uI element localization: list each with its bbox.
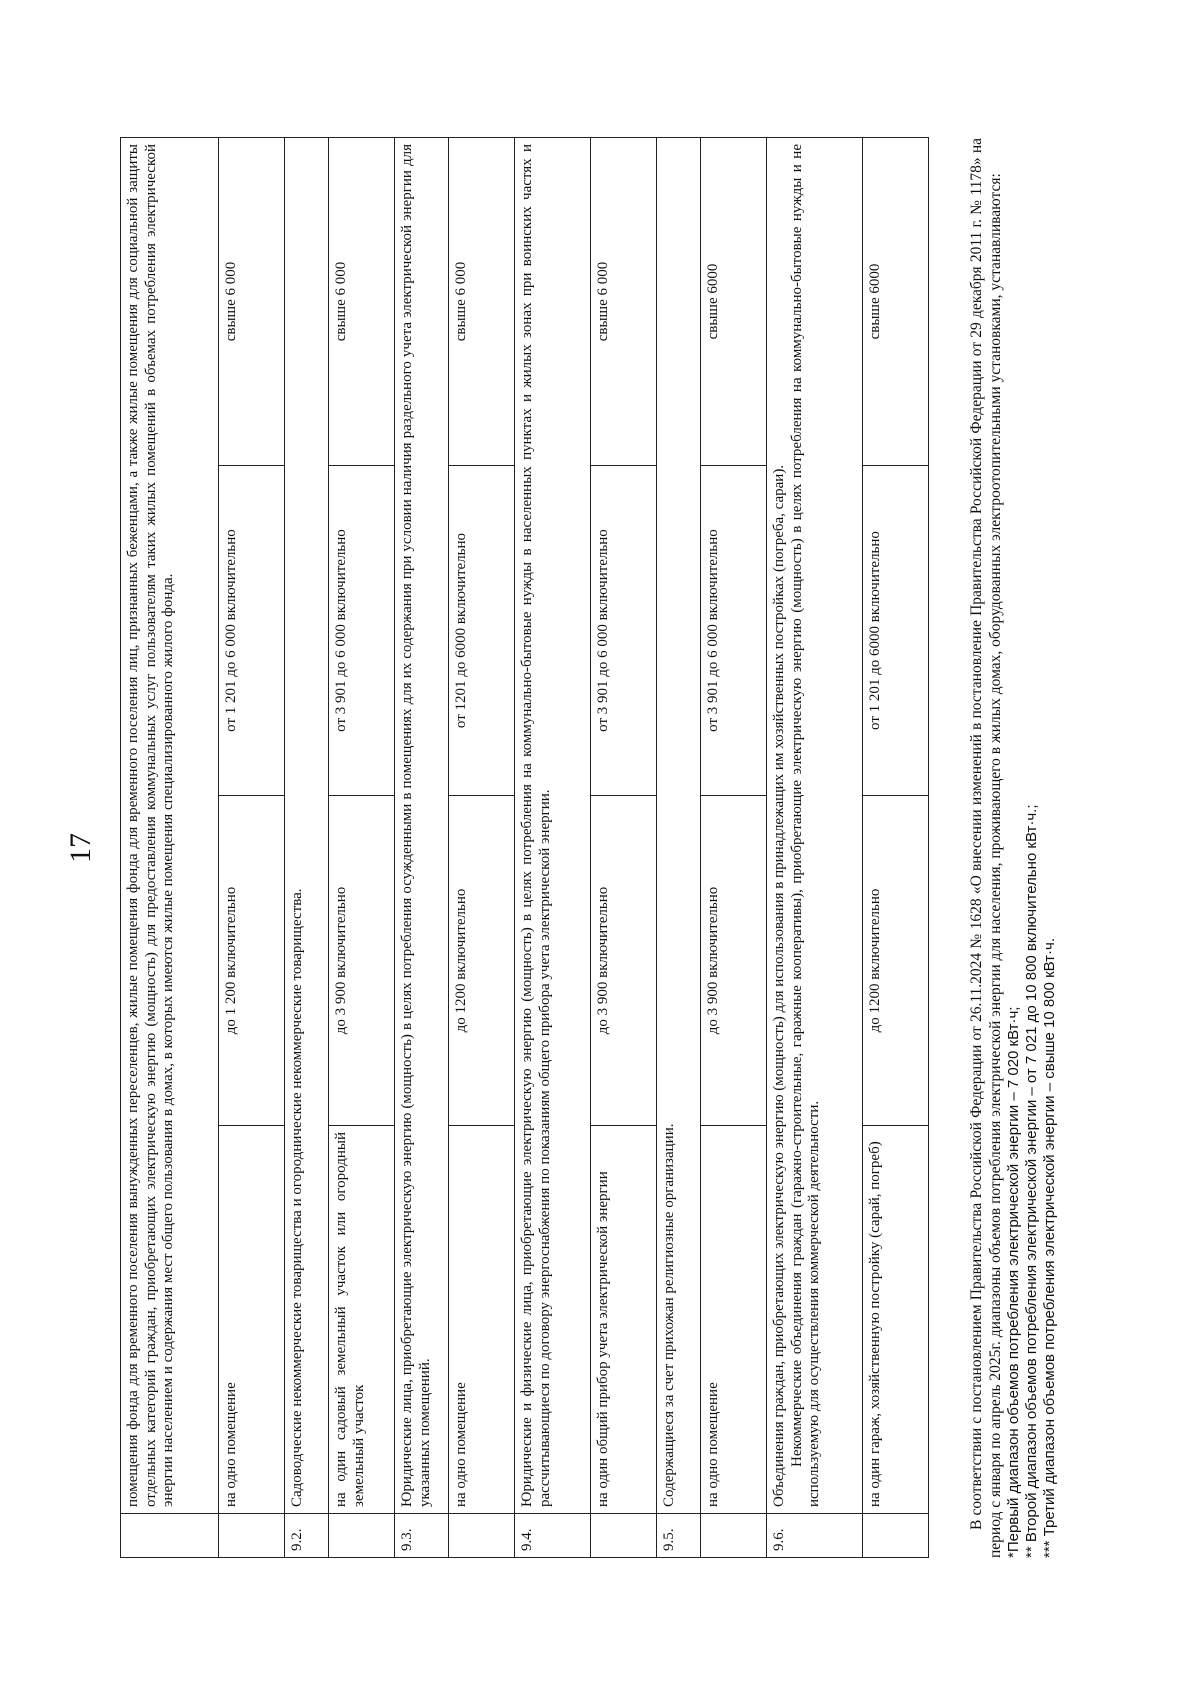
resolution-paragraph: В соответствии с постановлением Правительства Российской Федерации от 26.11.2024 № 1628 «О внесении изменений в постановление Правительства Российской Федерации от 29 декабря 2011 г. № 1178» на период с января по апрель 2025г. диапазоны объемов потребления электрической энергии для населения, проживающего в жилых домах, оборудованных электроотопительными установками, устанавливаются: <box>968 138 1004 1558</box>
footnote-first-range: *Первый диапазон объемов потребления электрической энергии – 7 020 кВт·ч; <box>1005 1006 1023 1558</box>
table-row <box>219 138 285 1558</box>
table-row <box>395 138 449 1558</box>
category-text-part-1: Объединения граждан, приобретающих электрическую энергию (мощность) для использования в принадлежащих им хозяйственных постройках (погреба, сараи). <box>771 464 787 1507</box>
footnote-second-range: ** Второй диапазон объемов потребления электрической энергии – от 7 021 до 10 800 включительно кВт·ч.; <box>1023 804 1041 1558</box>
unit-label: на один гараж, хозяйственную постройку (сарай, погреб) <box>863 1126 929 1514</box>
row-number: 9.2. <box>285 1514 329 1558</box>
unit-label: на один садовый земельный участок или огородный земельный участок <box>329 1126 395 1514</box>
row-number: 9.5. <box>657 1514 701 1558</box>
footnote-third-range: *** Третий диапазон объемов потребления электрической энергии – свыше 10 800 кВт·ч. <box>1041 938 1059 1558</box>
range-second: от 1201 до 6000 включительно <box>449 466 515 796</box>
range-first: до 3 900 включительно <box>591 796 657 1126</box>
row-number <box>449 1514 515 1558</box>
range-second: от 1 201 до 6000 включительно <box>863 466 929 796</box>
table-row <box>329 138 395 1558</box>
table-row <box>701 138 767 1558</box>
table-row <box>657 138 701 1558</box>
table-row <box>515 138 591 1558</box>
unit-label: на одно помещение <box>449 1126 515 1514</box>
page-number: 17 <box>64 833 97 863</box>
range-first: до 1200 включительно <box>449 796 515 1126</box>
table-row <box>449 138 515 1558</box>
category-text-part-2: Некоммерческие объединения граждан (гаражно-строительные, гаражные кооперативы), приобретающие электрическую энергию (мощность) в целях потребления на коммунально-бытовые нужды и не используемую для осуществления коммерческой деятельности. <box>788 144 823 1507</box>
range-first: до 1200 включительно <box>863 796 929 1126</box>
range-first: до 3 900 включительно <box>329 796 395 1126</box>
range-third: свыше 6000 <box>863 138 929 466</box>
unit-label: на одно помещение <box>701 1126 767 1514</box>
table-row <box>285 138 329 1558</box>
row-number <box>591 1514 657 1558</box>
range-third: свыше 6000 <box>701 138 767 466</box>
row-number: 9.4. <box>515 1514 591 1558</box>
consumption-ranges-table <box>120 137 929 1558</box>
category-description: Содержащиеся за счет прихожан религиозные организации. <box>657 138 701 1514</box>
row-number <box>121 1514 219 1558</box>
category-description: Садоводческие некоммерческие товарищества и огороднические некоммерческие товарищества. <box>285 138 329 1514</box>
row-number <box>219 1514 285 1558</box>
row-number: 9.3. <box>395 1514 449 1558</box>
unit-label: на один общий прибор учета электрической энергии <box>591 1126 657 1514</box>
table-row <box>121 138 219 1558</box>
table-row <box>863 138 929 1558</box>
table-row <box>767 138 863 1558</box>
range-third: свыше 6 000 <box>329 138 395 466</box>
range-second: от 3 901 до 6 000 включительно <box>329 466 395 796</box>
row-number: 9.6. <box>767 1514 863 1558</box>
range-third: свыше 6 000 <box>591 138 657 466</box>
range-third: свыше 6 000 <box>219 138 285 466</box>
row-number <box>701 1514 767 1558</box>
range-second: от 3 901 до 6 000 включительно <box>701 466 767 796</box>
row-number <box>329 1514 395 1558</box>
footnotes <box>968 138 1059 1558</box>
category-description <box>767 138 863 1514</box>
range-second: от 3 901 до 6 000 включительно <box>591 466 657 796</box>
range-second: от 1 201 до 6 000 включительно <box>219 466 285 796</box>
range-third: свыше 6 000 <box>449 138 515 466</box>
category-description: Юридические и физические лица, приобретающие электрическую энергию (мощность) в целях потребления на коммунально-бытовые нужды в населенных пунктах и жилых зонах при воинских частях и рассчитывающиеся по договору энергоснабжения по показаниям общего прибора учета электрической энергии. <box>515 138 591 1514</box>
row-number <box>863 1514 929 1558</box>
category-description: помещения фонда для временного поселения вынужденных переселенцев, жилые помещения фонда для временного поселения лиц, признанных беженцами, а также жилые помещения для социальной защиты отдельных категорий граждан, приобретающих электрическую энергию (мощность) для предоставления коммунальных услуг пользователям таких жилых помещений в объемах потребления электрической энергии населением и содержания мест общего пользования в домах, в которых имеются жилые помещения специализированного жилого фонда. <box>121 138 219 1514</box>
table-row <box>591 138 657 1558</box>
rotated-document-page <box>50 68 1150 1628</box>
unit-label: на одно помещение <box>219 1126 285 1514</box>
category-description: Юридические лица, приобретающие электрическую энергию (мощность) в целях потребления осужденными в помещениях для их содержания при условии наличия раздельного учета электрической энергии для указанных помещений. <box>395 138 449 1514</box>
range-first: до 1 200 включительно <box>219 796 285 1126</box>
range-first: до 3 900 включительно <box>701 796 767 1126</box>
